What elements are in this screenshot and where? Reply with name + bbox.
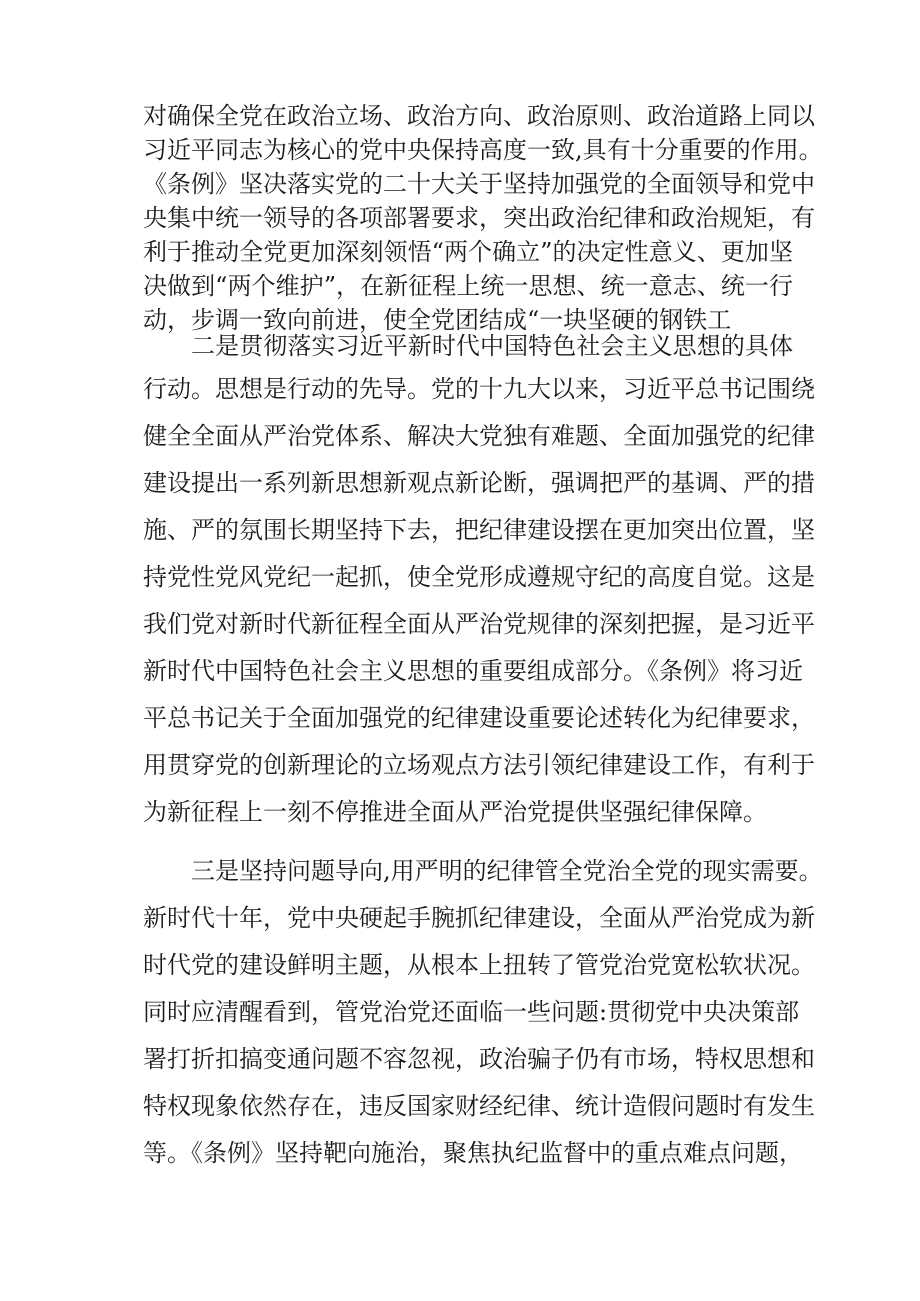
paragraph-line: 习近平同志为核心的党中央保持高度一致,具有十分重要的作用。 bbox=[143, 136, 823, 164]
paragraph-line: 决做到“两个维护”，在新征程上统一思想、统一意志、统一行 bbox=[143, 272, 793, 300]
paragraph-line: 署打折扣搞变通问题不容忽视，政治骗子仍有市场，特权思想和 bbox=[143, 1045, 815, 1073]
paragraph-line: 特权现象依然存在，违反国家财经纪律、统计造假问题时有发生 bbox=[143, 1092, 815, 1120]
paragraph-line: 《条例》坚决落实党的二十大关于坚持加强党的全面领导和党中 bbox=[143, 170, 815, 198]
paragraph-line: 等。《条例》坚持靶向施治，聚焦执纪监督中的重点难点问题， bbox=[143, 1139, 803, 1167]
paragraph-line: 施、严的氛围长期坚持下去，把纪律建设摆在更加突出位置，坚 bbox=[143, 516, 815, 544]
paragraph-line: 建设提出一系列新思想新观点新论断，强调把严的基调、严的措 bbox=[143, 469, 815, 497]
paragraph-line: 同时应清醒看到，管党治党还面临一些问题:贯彻党中央决策部 bbox=[143, 998, 800, 1026]
paragraph-line: 我们党对新时代新征程全面从严治党规律的深刻把握，是习近平 bbox=[143, 610, 815, 638]
paragraph-line: 健全全面从严治党体系、解决大党独有难题、全面加强党的纪律 bbox=[143, 422, 815, 450]
paragraph-line: 为新征程上一刻不停推进全面从严治党提供坚强纪律保障。 bbox=[143, 798, 767, 826]
paragraph-line: 对确保全党在政治立场、政治方向、政治原则、政治道路上同以 bbox=[143, 102, 815, 130]
paragraph-line: 利于推动全党更加深刻领悟“两个确立”的决定性意义、更加坚 bbox=[143, 238, 793, 266]
paragraph-line: 持党性党风党纪一起抓，使全党形成遵规守纪的高度自觉。这是 bbox=[143, 563, 815, 591]
paragraph-line: 平总书记关于全面加强党的纪律建设重要论述转化为纪律要求， bbox=[143, 704, 815, 732]
paragraph-line: 新时代十年，党中央硬起手腕抓纪律建设，全面从严治党成为新 bbox=[143, 904, 815, 932]
paragraph-line: 央集中统一领导的各项部署要求，突出政治纪律和政治规矩，有 bbox=[143, 204, 815, 232]
paragraph-line: 新时代中国特色社会主义思想的重要组成部分。《条例》将习近 bbox=[143, 657, 803, 685]
paragraph-line: 行动。思想是行动的先导。党的十九大以来，习近平总书记围绕 bbox=[143, 375, 815, 403]
paragraph-line: 时代党的建设鲜明主题，从根本上扭转了管党治党宽松软状况。 bbox=[143, 951, 815, 979]
paragraph-line: 动，步调一致向前进，使全党团结成“一块坚硬的钢铁工 bbox=[143, 306, 732, 334]
paragraph-line: 用贯穿党的创新理论的立场观点方法引领纪律建设工作，有利于 bbox=[143, 751, 815, 779]
paragraph-line: 三是坚持问题导向,用严明的纪律管全党治全党的现实需要。 bbox=[191, 857, 823, 885]
paragraph-line: 二是贯彻落实习近平新时代中国特色社会主义思想的具体 bbox=[191, 332, 793, 360]
